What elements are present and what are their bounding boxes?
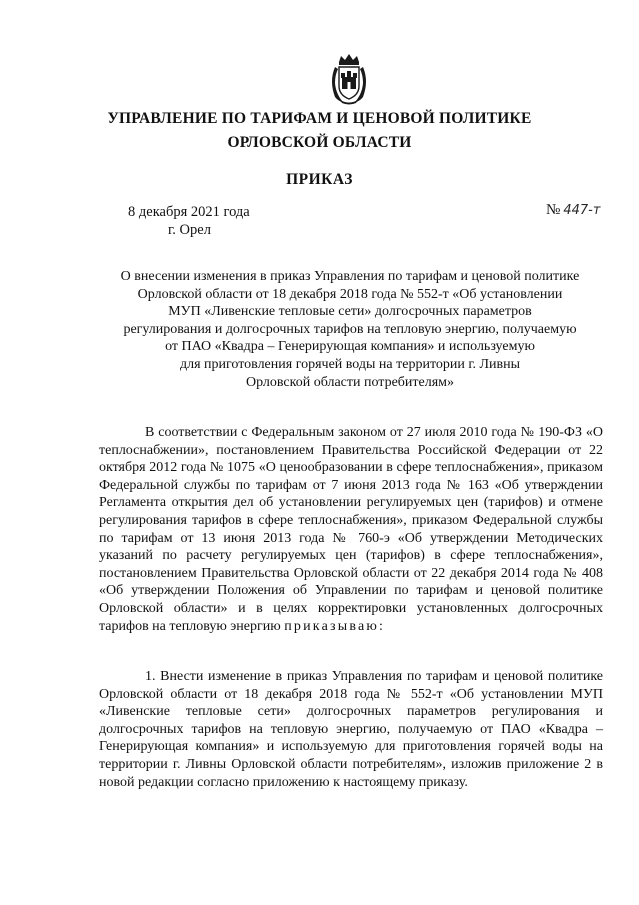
document-date: 8 декабря 2021 года <box>128 204 250 220</box>
title-line: О внесении изменения в приказ Управления по тарифам и ценовой политике <box>120 269 580 284</box>
coat-of-arms-icon <box>326 53 372 105</box>
document-city: г. Орел <box>168 222 211 238</box>
organization-name-line1: УПРАВЛЕНИЕ ПО ТАРИФАМ И ЦЕНОВОЙ ПОЛИТИКЕ <box>107 110 532 127</box>
order-item-1 <box>99 668 603 791</box>
handwritten-number: 447-т <box>563 203 601 218</box>
title-line: Орловской области потребителям» <box>245 374 455 390</box>
title-line: Орловской области от 18 декабря 2018 года № 552-т «Об установлении <box>137 286 563 302</box>
title-line: для приготовления горячей воды на территории г. Ливны <box>179 356 521 372</box>
preamble-paragraph <box>99 424 603 635</box>
title-line: МУП «Ливенские тепловые сети» долгосрочных параметров <box>168 304 532 320</box>
preamble-text: В соответствии с Федеральным законом от 27 июля 2010 года № 190-ФЗ «О теплоснабжении», постановлением Правительства Российской Федерации от 22 октября 2012 года № 1075 «О ценообразовании в сфере теплоснабжения», приказом Федеральной службы по тарифам от 7 июня 2013 года № 163 «Об утверждении Регламента открытия дел об установлении регулируемых цен (тарифов) и отмене регулирования тарифов в сфере теплоснабжения», приказом Федеральной службы по тарифам от 13 июня 2013 года № 760-э «Об утверждении Методических указаний по расчету регулируемых цен (тарифов) в сфере теплоснабжения», постановлением Правительства Орловской области от 22 декабря 2014 года № 408 «Об утверждении Положения об Управлении по тарифам и ценовой политике Орловской области» и в целях корректировки установленных долгосрочных тарифов на тепловую энергию <box>99 425 603 634</box>
document-type: ПРИКАЗ <box>286 171 353 188</box>
organization-name-line2: ОРЛОВСКОЙ ОБЛАСТИ <box>227 134 412 151</box>
number-sign: № <box>546 202 561 218</box>
document-number <box>546 202 600 219</box>
order-word: приказываю: <box>284 618 386 634</box>
title-line: регулирования и долгосрочных тарифов на тепловую энергию, получаемую <box>123 321 577 337</box>
order-item-text: 1. Внести изменение в приказ Управления по тарифам и ценовой политике Орловской области от 18 декабря 2018 года № 552-т «Об установлении МУП «Ливенские тепловые сети» долгосрочных параметров регулирования и долгосрочных тарифов на тепловую энергию, получаемую от ПАО «Квадра – Генерирующая компания» и используемую для приготовления горячей воды на территории г. Ливны Орловской области потребителям», изложив приложение 2 в новой редакции согласно приложению к настоящему приказу. <box>99 669 603 790</box>
title-line: от ПАО «Квадра – Генерирующая компания» и используемую <box>165 339 535 355</box>
document-title <box>98 268 602 391</box>
